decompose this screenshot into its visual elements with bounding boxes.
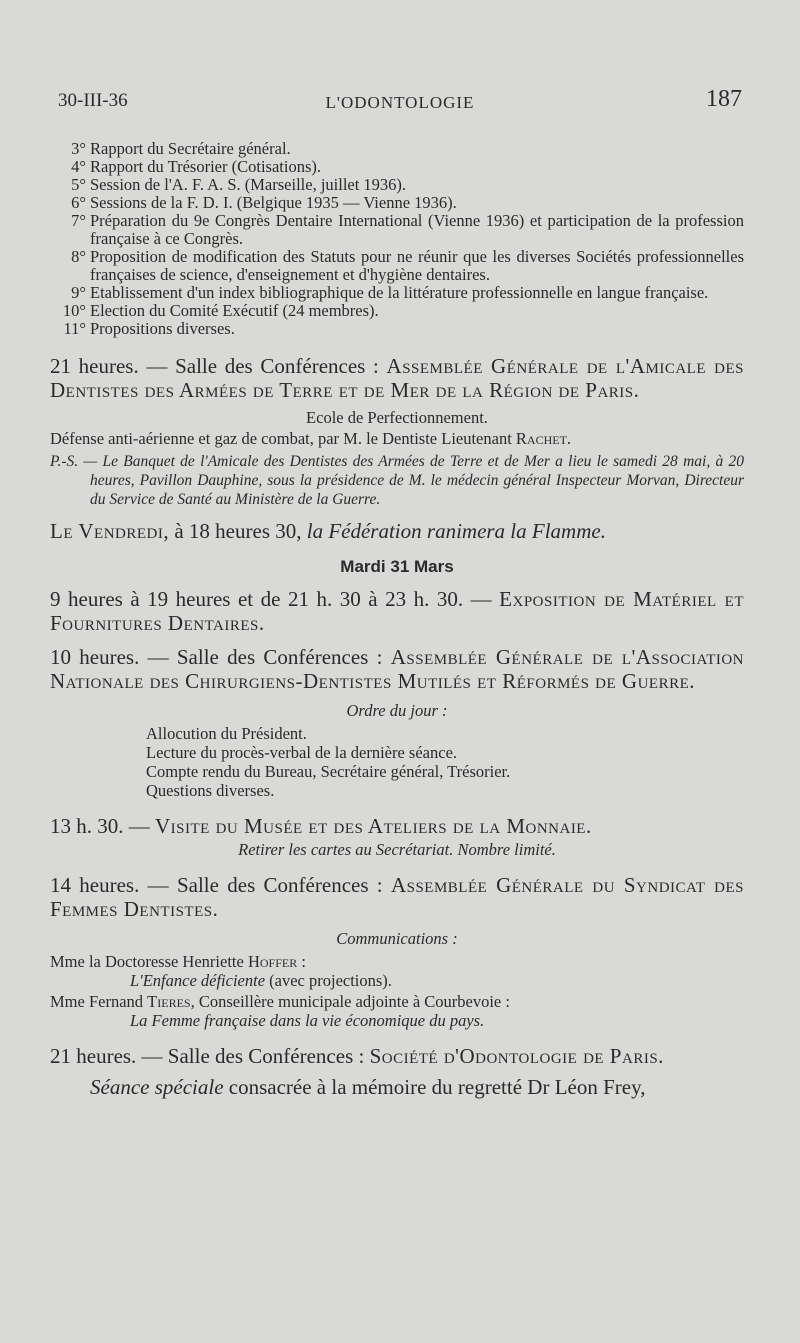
note: Retirer les cartes au Secrétariat. Nombre limité. [238,840,556,859]
ps-label: P.-S. [50,453,79,470]
issue-date: 30-III-36 [58,90,128,111]
communication-title: L'Enfance déficiente (avec projections). [130,971,392,990]
list-item: 11° Propositions diverses. [63,319,235,338]
agenda [50,724,744,800]
venue: Ecole de Perfectionnement. [306,408,488,427]
communications-heading: Communications : [336,929,458,948]
page-number: 187 [706,86,742,112]
agenda-line: Lecture du procès-verbal de la dernière séance. [146,743,458,762]
list-item: 8° Proposition de modification des Statuts pour ne réunir que les diverses Sociétés professionnelles françaises de science, d'enseignement et d'hygiène dentaires. [71,247,744,284]
ps-text: — Le Banquet de l'Amicale des Dentistes des Armées de Terre et de Mer a lieu le samedi 28 mai, à 20 heures, Pavillon Dauphine, sous la présidence de M. le médecin général Inspecteur Morvan, Directeur du Service de Santé au Ministère de la Guerre. [83,453,744,508]
communication-title: La Femme française dans la vie économique du pays. [130,1011,485,1030]
session-odontologie: 21 heures. — Salle des Conférences : Société d'Odontologie de Paris. [50,1044,664,1068]
friday-note: Le Vendredi, à 18 heures 30, la Fédération ranimera la Flamme. [50,519,606,543]
list-item: 3° Rapport du Secrétaire général. [71,139,291,158]
seance-note: Séance spéciale consacrée à la mémoire du regretté Dr Léon Frey, [90,1075,646,1099]
agenda-line: Allocution du Président. [146,724,307,743]
agenda-list [50,140,744,338]
session-monnaie: 13 h. 30. — Visite du Musée et des Ateliers de la Monnaie. [50,814,592,838]
session-time: 21 heures. — Salle des Conférences : [50,354,379,378]
session-amicale [50,354,744,402]
list-item: 7° Préparation du 9e Congrès Dentaire International (Vienne 1936) et participation de la profession française à ce Congrès. [71,211,744,248]
communications [50,952,744,1030]
list-item: 9° Etablissement d'un index bibliographique de la littérature professionnelle en langue française. [71,283,709,302]
page-body [50,140,744,1100]
agenda-line: Compte rendu du Bureau, Secrétaire général, Trésorier. [146,762,511,781]
communication: Mme la Doctoresse Henriette Hoffer : [50,952,306,971]
session-femmes: 14 heures. — Salle des Conférences : Assemblée Générale du Syndicat des Femmes Dentistes. [50,873,745,921]
postscript [50,452,744,509]
talk: Défense anti-aérienne et gaz de combat, par M. le Dentiste Lieutenant Rachet. [50,429,572,448]
list-item: 4° Rapport du Trésorier (Cotisations). [71,157,321,176]
session-mutiles: 10 heures. — Salle des Conférences : Assemblée Générale de l'Association Nationale des Chirurgiens-Dentistes Mutilés et Réformés de Guerre. [50,645,745,693]
speaker: Rachet. [515,429,572,448]
session-title: Assemblée Générale de l'Amicale des Dentistes des Armées de Terre et de Mer de la Région de Paris. [50,354,744,402]
journal-title: L'ODONTOLOGIE [325,93,475,112]
running-head [48,86,752,116]
list-item: 10° Election du Comité Exécutif (24 membres). [62,301,379,320]
list-item: 6° Sessions de la F. D. I. (Belgique 1935 — Vienne 1936). [71,193,457,212]
list-item: 5° Session de l'A. F. A. S. (Marseille, juillet 1936). [71,175,407,194]
agenda-heading: Ordre du jour : [346,701,448,720]
day-heading: Mardi 31 Mars [340,557,454,576]
communication: Mme Fernand Tieres, Conseillère municipale adjointe à Courbevoie : [50,992,510,1011]
agenda-line: Questions diverses. [146,781,275,800]
session-exposition: 9 heures à 19 heures et de 21 h. 30 à 23 h. 30. — Exposition de Matériel et Fournitures Dentaires. [50,587,744,635]
